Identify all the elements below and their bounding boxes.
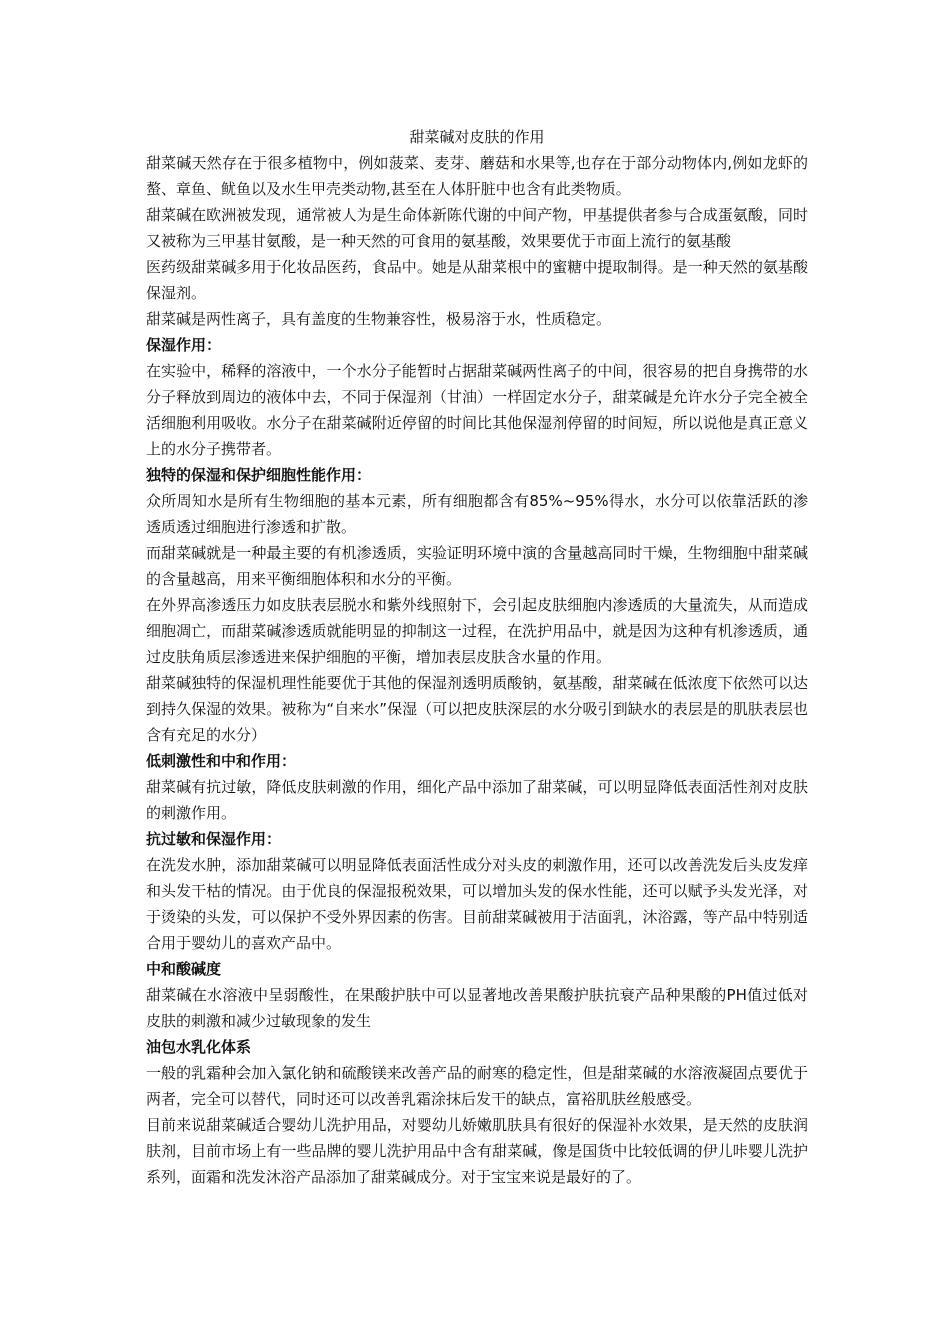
section-heading: 中和酸碱度: [146, 960, 222, 978]
paragraph: 甜菜碱在水溶液中呈弱酸性，在果酸护肤中可以显著地改善果酸护肤抗衰产品种果酸的PH值过低对皮肤的刺激和减少过敏现象的发生: [146, 986, 808, 1030]
paragraph: 医药级甜菜碱多用于化妆品医药，食品中。她是从甜菜根中的蜜糖中提取制得。是一种天然的氨基酸保湿剂。: [146, 258, 808, 302]
paragraph: 在实验中，稀释的溶液中，一个水分子能暂时占据甜菜碱两性离子的中间，很容易的把自身携带的水分子释放到周边的液体中去，不同于保湿剂（甘油）一样固定水分子，甜菜碱是允许水分子完全被全活细胞利用吸收。水分子在甜菜碱附近停留的时间比其他保湿剂停留的时间短，所以说他是真正意义上的水分子携带者。: [146, 362, 808, 458]
paragraph: 甜菜碱独特的保湿机理性能要优于其他的保湿剂透明质酸钠，氨基酸，甜菜碱在低浓度下依然可以达到持久保湿的效果。被称为“自来水”保湿（可以把皮肤深层的水分吸引到缺水的表层是的肌肤表层也含有充足的水分）: [146, 674, 808, 744]
paragraph: 在外界高渗透压力如皮肤表层脱水和紫外线照射下，会引起皮肤细胞内渗透质的大量流失，从而造成细胞凋亡，而甜菜碱渗透质就能明显的抑制这一过程，在洗护用品中，就是因为这种有机渗透质，通过皮肤角质层渗透进来保护细胞的平衡，增加表层皮肤含水量的作用。: [146, 596, 808, 666]
paragraph: 甜菜碱是两性离子，具有盖度的生物兼容性，极易溶于水，性质稳定。: [146, 310, 612, 328]
paragraph: 甜菜碱天然存在于很多植物中，例如菠菜、麦芽、蘑菇和水果等,也存在于部分动物体内,例如龙虾的螯、章鱼、鱿鱼以及水生甲壳类动物,甚至在人体肝脏中也含有此类物质。: [146, 154, 808, 198]
document-page: [146, 124, 808, 1190]
paragraph: 甜菜碱有抗过敏，降低皮肤刺激的作用，细化产品中添加了甜菜碱，可以明显降低表面活性剂对皮肤的刺激作用。: [146, 778, 808, 822]
paragraph: 甜菜碱在欧洲被发现，通常被人为是生命体新陈代谢的中间产物，甲基提供者参与合成蛋氨酸，同时又被称为三甲基甘氨酸，是一种天然的可食用的氨基酸，效果要优于市面上流行的氨基酸: [146, 206, 808, 250]
section-heading: 抗过敏和保湿作用：: [146, 830, 282, 848]
section-heading: 保湿作用：: [146, 336, 222, 354]
paragraph: 众所周知水是所有生物细胞的基本元素，所有细胞都含有85%~95%得水，水分可以依靠活跃的渗透质透过细胞进行渗透和扩散。: [146, 492, 808, 536]
paragraph: 在洗发水肿，添加甜菜碱可以明显降低表面活性成分对头皮的刺激作用，还可以改善洗发后头皮发痒和头发干枯的情况。由于优良的保湿报税效果，可以增加头发的保水性能，还可以赋予头发光泽，对于烫染的头发，可以保护不受外界因素的伤害。目前甜菜碱被用于洁面乳，沐浴露，等产品中特别适合用于婴幼儿的喜欢产品中。: [146, 856, 808, 952]
document-body: [146, 150, 808, 1190]
document-title: 甜菜碱对皮肤的作用: [409, 128, 545, 146]
section-heading: 低刺激性和中和作用：: [146, 752, 297, 770]
paragraph: 一般的乳霜种会加入氯化钠和硫酸镁来改善产品的耐寒的稳定性，但是甜菜碱的水溶液凝固点要优于两者，完全可以替代，同时还可以改善乳霜涂抹后发干的缺点，富裕肌肤丝般感受。: [146, 1064, 808, 1108]
section-heading: 油包水乳化体系: [146, 1038, 252, 1056]
paragraph: 目前来说甜菜碱适合婴幼儿洗护用品，对婴幼儿娇嫩肌肤具有很好的保湿补水效果，是天然的皮肤润肤剂，目前市场上有一些品牌的婴儿洗护用品中含有甜菜碱，像是国货中比较低调的伊儿咔婴儿洗护系列，面霜和洗发沐浴产品添加了甜菜碱成分。对于宝宝来说是最好的了。: [146, 1116, 808, 1186]
section-heading: 独特的保湿和保护细胞性能作用：: [146, 466, 372, 484]
paragraph: 而甜菜碱就是一种最主要的有机渗透质，实验证明环境中演的含量越高同时干燥，生物细胞中甜菜碱的含量越高，用来平衡细胞体积和水分的平衡。: [146, 544, 808, 588]
